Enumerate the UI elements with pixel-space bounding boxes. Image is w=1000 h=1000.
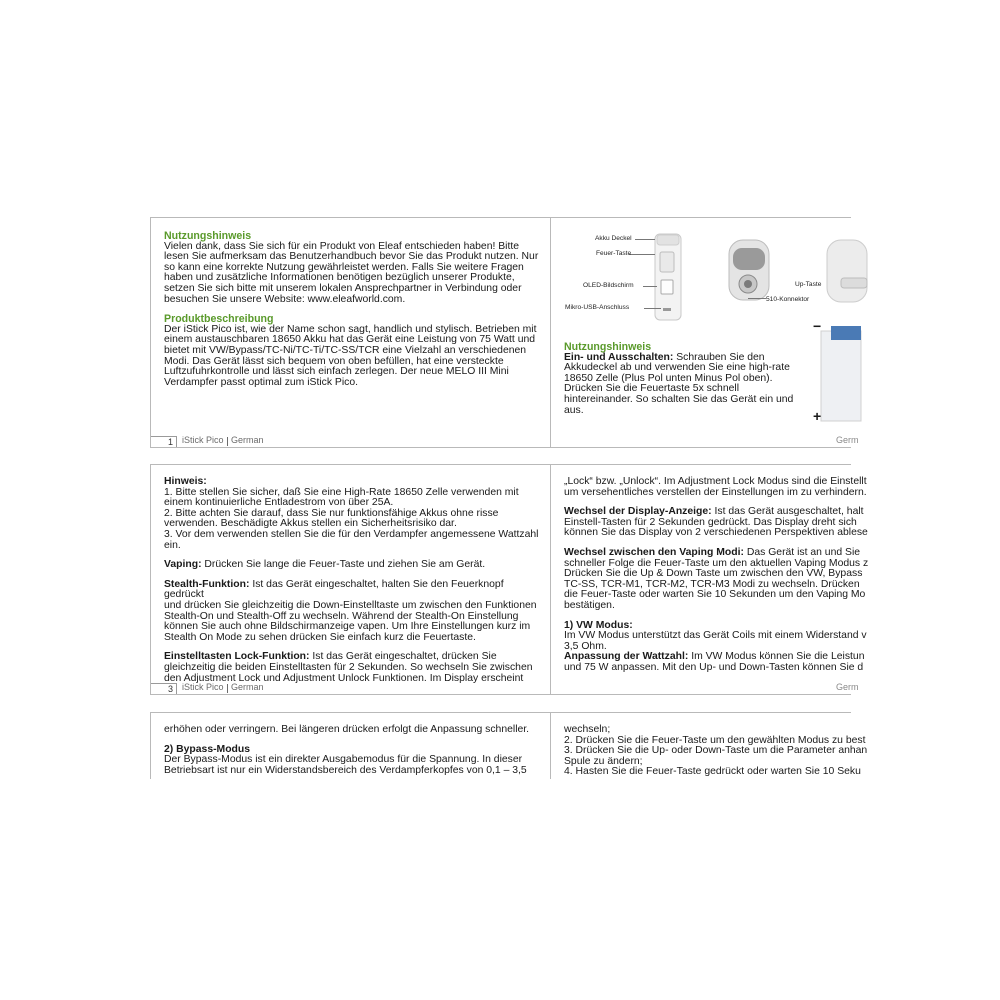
page-number: 3 [151,683,177,694]
text-line: und drücken Sie gleichzeitig die Down-Einstelltaste um zwischen den Funktionen [164,599,537,611]
footer-divider [227,684,228,693]
page-3 [151,465,549,694]
label-510-konnektor: 510-Konnektor [766,296,810,303]
text-line: Drücken Sie lange die Feuer-Taste und ziehen Sie am Gerät. [201,559,486,571]
label-up-taste: Up-Taste [795,281,822,288]
produktbeschreibung-body [164,325,544,389]
text-line: Verdampfer passt optimal zum iStick Pico. [164,376,359,388]
footer-language: German [231,435,264,445]
nutzungshinweis-body [164,242,544,306]
text-line: Drücken Sie die Up & Down Taste um zwischen den VW, Bypass [564,568,863,580]
text-line: Betriebsart ist nur ein Widerstandsbereich des Verdampferkopfes von 0,1 – 3,5 [164,764,527,776]
lock-label: Einstelltasten Lock-Funktion: [164,651,310,663]
text-line: ein. [164,539,181,551]
watt-label: Anpassung der Wattzahl: [564,651,689,663]
text-line: TC-SS, TCR-M1, TCR-M2, TCR-M3 Modi zu wechseln. Drücken [564,578,860,590]
page-5-text [164,725,546,776]
text-line: 4. Hasten Sie die Feuer-Taste gedrückt oder warten Sie 10 Seku [564,766,861,778]
usb-port-part [663,308,671,311]
text-line: hintereinander. So schalten Sie das Gerät ein und [564,393,794,405]
text-line: 2. Bitte achten Sie darauf, dass Sie nur funktionsfähige Akkus ohne risse [164,507,499,519]
vaping-label: Vaping: [164,559,202,571]
text-line: können Sie auch ohne Bildschirmanzeige vapen. Um Ihre Einstellungen kurz im [164,621,531,633]
text-line: 18650 Zelle (Plus Pol unten Minus Pol oben). [564,372,773,384]
text-line: einem kontinuierliche Entladestrom von über 25A. [164,497,394,509]
text-line: haben und zusätzliche Informationen benötigen bezüglich unserer Produkte, [164,272,515,284]
text-line: Der iStick Pico ist, wie der Name schon sagt, handlich und stylisch. Betrieben mit [164,323,537,335]
battery-cap [831,326,861,340]
text-line: Akkudeckel ab und verwenden Sie eine high-rate [564,362,790,374]
text-line: bietet mit VW/Bypass/TC-Ni/TC-Ti/TC-SS/TCR eine Vielzahl an verschiedenen [164,344,527,356]
page-4-text [564,477,964,674]
text-line: einem austauschbaren 18650 Akku hat das Gerät eine Leistung von 75 Watt und [164,334,536,346]
spread-3 [150,712,868,779]
label-oled: OLED-Bildschirm [583,282,634,289]
oled-screen-part [661,280,673,294]
text-line: Einstell-Tasten für 2 Sekunden gedrückt. Das Display dreht sich [564,516,857,528]
text-line: die Feuer-Taste oder warten Sie 10 Sekunden um den Vaping Mo [564,589,866,601]
vw-paragraph [564,621,964,674]
text-line: Im VW Modus unterstützt das Gerät Coils mit einem Widerstand v [564,630,867,642]
page-2-text [564,342,804,416]
footer-divider [227,437,228,446]
text-line: können Sie das Display von 2 verschiedenen Perspektiven ablese [564,527,868,539]
battery-illustration [821,331,861,421]
ein-ausschalten-label: Ein- und Ausschalten: [564,351,674,363]
text-line: Stealth-On und Stealth-Off zu wechseln. Während der Stealth-On Einstellung [164,610,519,622]
text-line: den Adjustment Lock und Adjustment Unlock Funktionen. Im Display erscheint [164,672,524,684]
produktbeschreibung-heading: Produktbeschreibung [164,313,274,326]
device-top-panel [733,248,765,270]
text-line: um versehentliches verstellen der Einstellungen im zu verhindern. [564,486,867,498]
page-number: 1 [151,436,177,447]
page-footer [151,433,311,447]
device-side-view [827,240,867,302]
text-line: erhöhen oder verringern. Bei längeren drücken erfolgt die Anpassung schneller. [164,724,530,735]
text-line: 1. Bitte stellen Sie sicher, daß Sie eine High-Rate 18650 Zelle verwenden mit [164,486,519,498]
footer-language: German [231,682,264,692]
text-line: wechseln; [564,724,611,735]
nutzungshinweis-heading-2: Nutzungshinweis [564,341,652,353]
page-footer [151,680,311,694]
battery-minus: − [813,318,822,334]
text-line: gleichzeitig die beiden Einstelltasten für 2 Sekunden. So wechseln Sie zwischen [164,661,533,673]
text-line: Schrauben Sie den [673,351,765,363]
text-line: lesen Sie aufmerksam das Benutzerhandbuch bevor Sie das Produkt nutzen. Nur [164,251,539,263]
page-5 [151,713,549,779]
text-line: 2. Drücken Sie die Feuer-Taste um den gewählten Modus zu best [564,734,866,746]
text-line: schneller Folge die Feuer-Taste um den aktuellen Vaping Modus z [564,557,869,569]
page-6 [550,713,931,779]
vw-heading: 1) VW Modus: [564,619,633,631]
label-usb: Mikro-USB-Anschluss [565,304,630,311]
footer-language-cut: Germ [836,435,859,445]
akku-deckel-part [657,235,679,245]
text-line: besuchen Sie unsere Website: www.eleafworld.com. [164,293,406,305]
page-1 [151,218,549,447]
page-6-text [564,725,964,778]
page-4 [550,465,931,694]
text-line: und 75 W anpassen. Mit den Up- und Down-Tasten können Sie d [564,661,864,673]
modi-label: Wechsel zwischen den Vaping Modi: [564,546,744,558]
display-label: Wechsel der Display-Anzeige: [564,506,712,518]
text-line: so kann eine korrekte Nutzung gewährleistet werden. Falls Sie weitere Fragen [164,261,524,273]
text-line: verwenden. Beschädigte Akkus stellen ein Sicherheitsrisiko dar. [164,518,457,530]
page-3-text [164,477,546,684]
footer-language-cut: Germ [836,682,859,692]
hinweis-heading: Hinweis: [164,476,207,487]
text-line: bestätigen. [564,599,615,611]
text-line: setzen Sie sich bitte mit unserem lokalen Ansprechpartner in Verbindung oder [164,282,522,294]
up-taste-part [841,278,867,288]
text-line: Vielen dank, dass Sie sich für ein Produkt von Eleaf entschieden haben! Bitte [164,240,520,252]
lock-continued [564,477,964,498]
stealth-paragraph [164,580,546,644]
text-line: aus. [564,404,584,416]
text-line: Das Gerät ist an und Sie [743,546,861,558]
text-line: Der Bypass-Modus ist ein direkter Ausgabemodus für die Spannung. In dieser [164,754,523,766]
text-line: Drücken Sie die Feuertaste 5x schnell [564,383,739,395]
footer-product: iStick Pico [182,435,224,445]
display-paragraph [564,507,964,539]
text-line: Ist das Gerät ausgeschaltet, halt [711,506,864,518]
text-line: Ist das Gerät eingeschaltet, drücken Sie [309,651,497,663]
text-line: Stealth On Mode zu sehen drücken Sie einfach kurz die Feuertaste. [164,631,476,643]
text-line: „Lock“ bzw. „Unlock“. Im Adjustment Lock Modus sind die Einstellt [564,476,867,487]
text-line: 3. Drücken Sie die Up- oder Down-Taste um die Parameter anhan [564,745,868,757]
label-akku-deckel: Akku Deckel [595,235,632,242]
page-2 [550,218,931,447]
text-line: 3. Vor dem verwenden stellen Sie die für den Verdampfer angemessene Wattzahl [164,528,539,540]
stealth-label: Stealth-Funktion: [164,578,250,590]
text-line: Im VW Modus können Sie die Leistun [688,651,865,663]
nutzungshinweis-heading: Nutzungshinweis [164,230,252,242]
spread-2 [150,464,869,695]
text-line: Modi. Das Gerät lässt sich bequem von oben befüllen, hat eine versteckte [164,355,504,367]
footer-product: iStick Pico [182,682,224,692]
hinweis-body [164,488,546,552]
modi-paragraph [564,548,964,612]
text-line: Ist das Gerät eingeschaltet, halten Sie den Feuerknopf gedrückt [164,578,504,601]
spread-1 [150,217,859,448]
text-line: Luftzufuhrkontrolle und lässt sich einfach zerlegen. Der neue MELO III Mini [164,366,509,378]
text-line: 3,5 Ohm. [564,640,607,652]
vaping-paragraph [164,560,546,571]
text-line: Spule zu ändern; [564,755,643,767]
label-feuer-taste: Feuer-Taste [596,250,632,257]
page-1-text [164,231,544,388]
feuer-taste-part [660,252,674,272]
battery-plus: + [813,408,822,424]
bypass-heading: 2) Bypass-Modus [164,743,251,755]
connector-pin [744,280,752,288]
